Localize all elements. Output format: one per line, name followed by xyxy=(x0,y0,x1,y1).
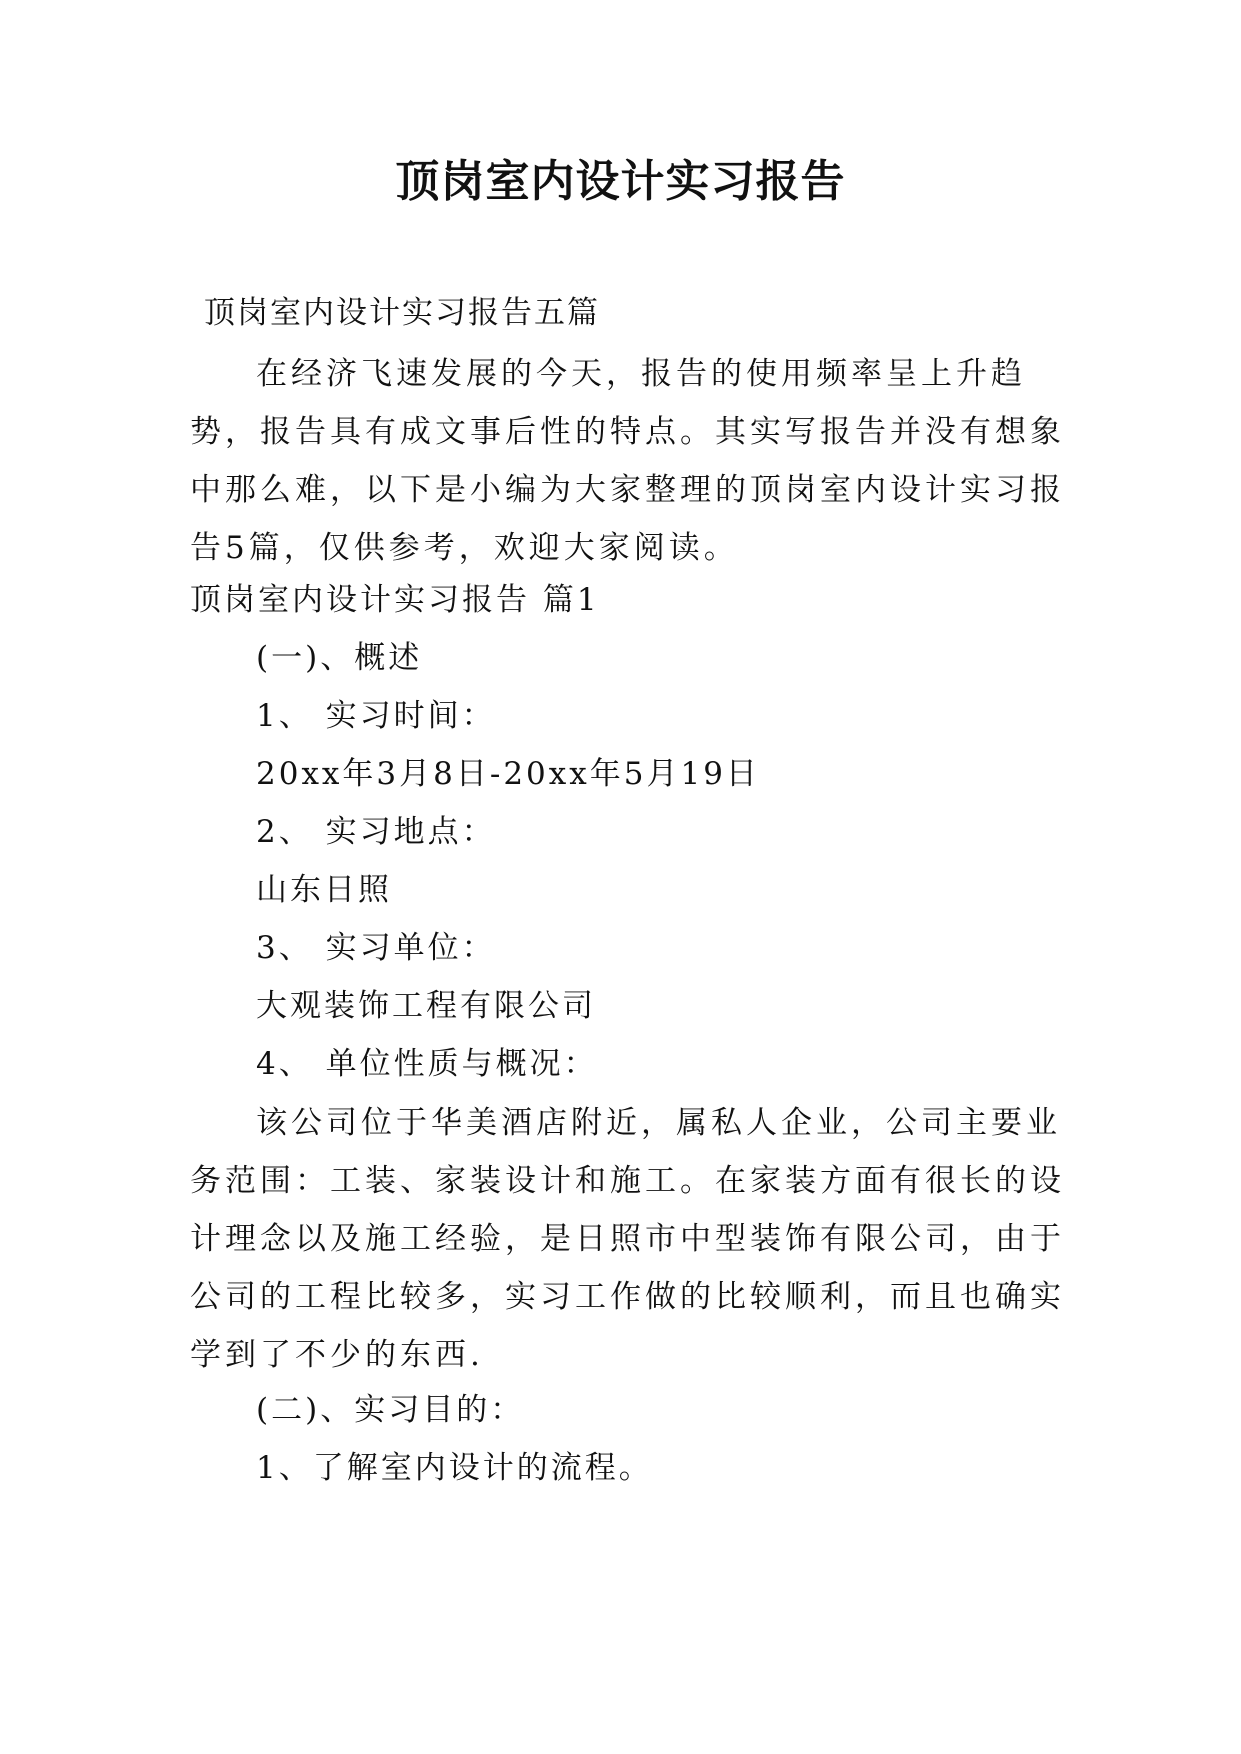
internship-place-label: 2、 实习地点： xyxy=(256,814,496,850)
unit-nature-label: 4、 单位性质与概况： xyxy=(256,1046,598,1082)
internship-unit-label: 3、 实习单位： xyxy=(256,930,496,966)
internship-time-label: 1、 实习时间： xyxy=(256,698,496,734)
intro-paragraph: 在经济飞速发展的今天，报告的使用频率呈上升趋势，报告具有成文事后性的特点。其实写报告并没有想象中那么难，以下是小编为大家整理的顶岗室内设计实习报告5篇，仅供参考，欢迎大家阅读。 xyxy=(190,356,1065,566)
overview-heading: (一)、概述 xyxy=(256,640,423,676)
internship-place-value: 山东日照 xyxy=(256,872,392,908)
internship-unit-value: 大观装饰工程有限公司 xyxy=(256,988,596,1024)
document-subtitle: 顶岗室内设计实习报告五篇 xyxy=(204,295,600,331)
internship-time-value: 20xx年3月8日-20xx年5月19日 xyxy=(256,756,760,792)
purpose-item-1: 1、了解室内设计的流程。 xyxy=(256,1450,653,1486)
document-title: 顶岗室内设计实习报告 xyxy=(395,156,846,207)
company-description-paragraph: 该公司位于华美酒店附近，属私人企业，公司主要业务范围：工装、家装设计和施工。在家装方面有很长的设计理念以及施工经验，是日照市中型装饰有限公司，由于公司的工程比较多，实习工作做的比较顺利，而且也确实学到了不少的东西. xyxy=(190,1105,1065,1373)
section-heading: 顶岗室内设计实习报告 篇1 xyxy=(190,582,600,618)
purpose-heading: (二)、实习目的： xyxy=(256,1392,525,1428)
